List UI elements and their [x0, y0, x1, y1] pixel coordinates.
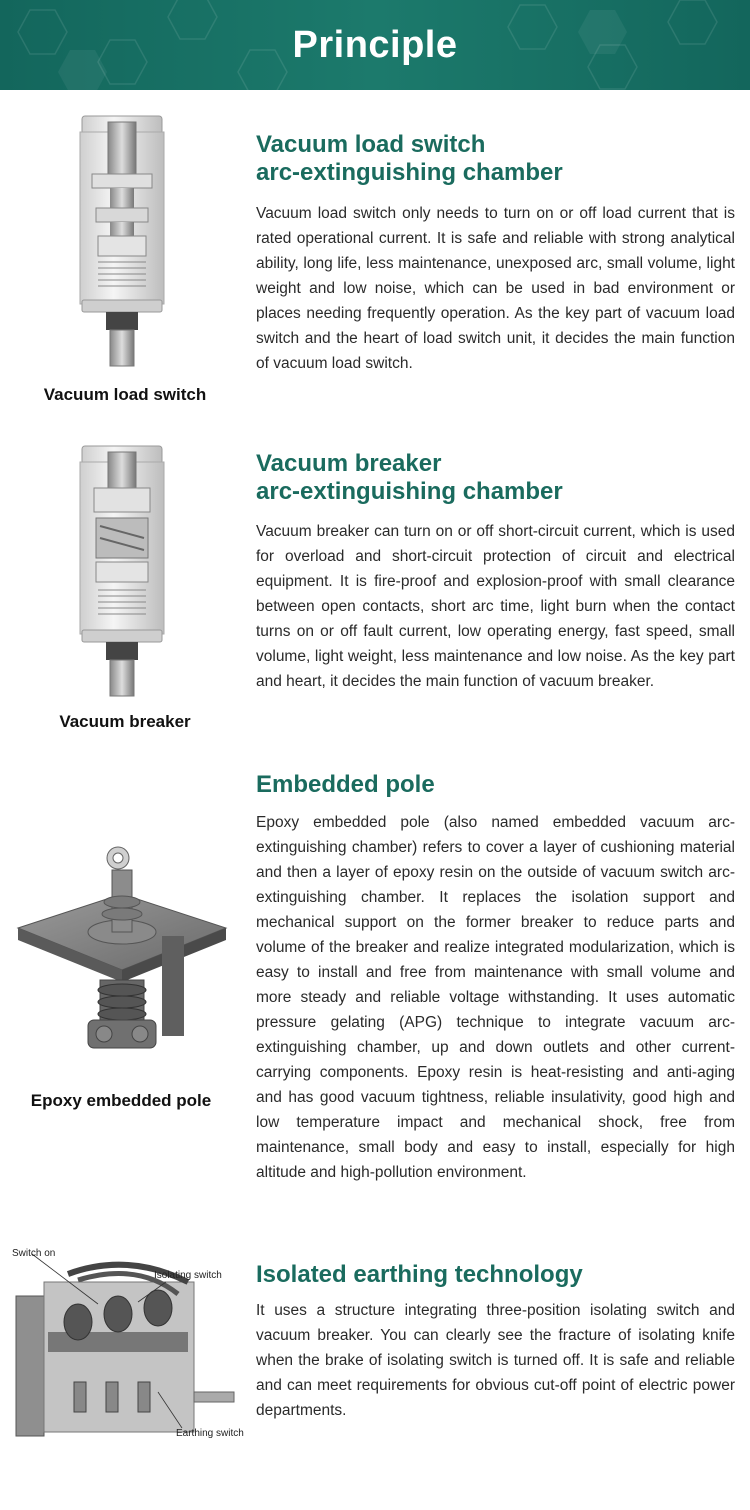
title-line-2: arc-extinguishing chamber [256, 159, 563, 186]
vacuum-breaker-text: Vacuum breaker can turn on or off short-circuit current, which is used for overload and short-circuit protection of circuit and electrical equipment. It is fire-proof and explosion-proof with small clearance between open contacts, short arc time, light burn when the contact turns on or off fault current, low operating energy, fast speed, small volume, light weight, less maintenance and low noise. As the key part and heart, it decides the main function of vacuum breaker. [256, 523, 735, 690]
page-title: Principle [292, 24, 458, 66]
vacuum-breaker-caption: Vacuum breaker [59, 712, 191, 731]
vacuum-breaker-title [256, 450, 563, 506]
title-line-1: Embedded pole [256, 771, 435, 798]
switch-on-label: Switch on [12, 1248, 56, 1259]
vacuum-load-switch-title [256, 131, 563, 187]
title-line-1: Vacuum load switch [256, 131, 486, 158]
title-line-1: Isolated earthing technology [256, 1261, 583, 1288]
vacuum-breaker-image [70, 442, 175, 700]
embedded-pole-title [256, 771, 435, 799]
page-header [0, 0, 750, 90]
embedded-pole-image [12, 840, 232, 1060]
vacuum-load-switch-caption: Vacuum load switch [43, 385, 207, 404]
vacuum-load-switch-text: Vacuum load switch only needs to turn on or off load current that is rated operational current. It is safe and reliable with strong analytical ability, long life, less maintenance, unexposed arc, small volume, light weight and low noise, which can be used in bad environment or places needing frequently operation. As the key part of vacuum load switch and the heart of load switch unit, it decides the main function of vacuum load switch. [256, 205, 735, 372]
isolating-switch-label: Isolating switch [154, 1270, 222, 1281]
vacuum-load-switch-image [70, 112, 175, 370]
isolated-earthing-title [256, 1261, 583, 1289]
title-line-1: Vacuum breaker [256, 450, 442, 477]
isolated-earthing-text: It uses a structure integrating three-position isolating switch and vacuum breaker. You can clearly see the fracture of isolating knife when the brake of isolating switch is turned off. It is safe and reliable and can meet requirements for obvious cut-off point of electric power departments. [256, 1302, 735, 1419]
embedded-pole-caption: Epoxy embedded pole [30, 1091, 212, 1110]
embedded-pole-text: Epoxy embedded pole (also named embedded vacuum arc-extinguishing chamber) refers to cover a layer of cushioning material and then a layer of epoxy resin on the outside of vacuum switch arc-extinguishing chamber. It replaces the isolation support and mechanical support on the former breaker to reduce parts and volume of the breaker and realize integrated modularization, which is easy to install and free from maintenance with small volume and more steady and reliable voltage withstanding. It uses automatic pressure gelating (APG) technique to integrate vacuum arc-extinguishing chamber, up and down outlets and other current-carrying components. Epoxy resin is heat-resisting and anti-aging and has good vacuum tightness, reliable insulativity, good high and low temperature impact and mechanical shock, free from maintenance, small body and easy to install, especially for high altitude and high-pollution environment. [256, 814, 735, 1181]
earthing-switch-label: Earthing switch [176, 1428, 244, 1439]
isolated-earthing-image [8, 1242, 256, 1442]
title-line-2: arc-extinguishing chamber [256, 478, 563, 505]
